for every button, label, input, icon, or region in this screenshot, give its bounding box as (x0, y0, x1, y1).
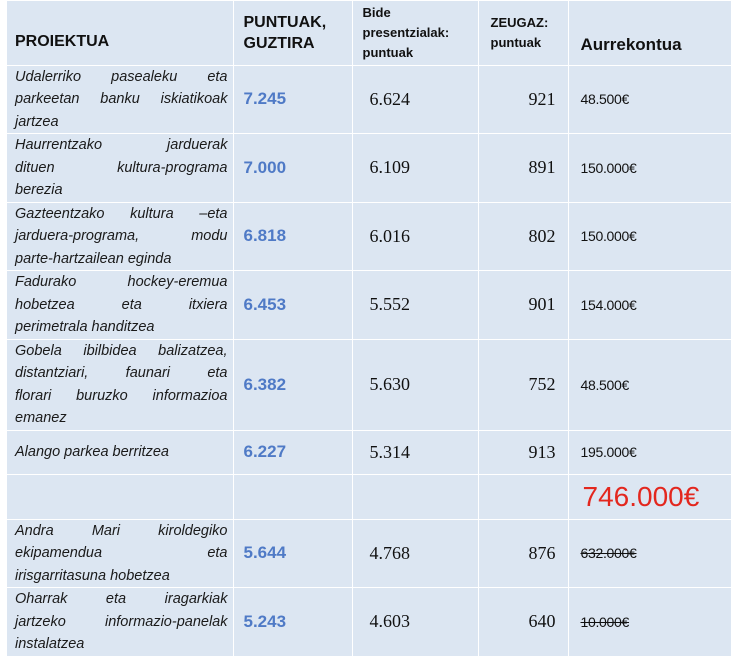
header-in-person-points: Bide presentzialak: puntuak (352, 1, 478, 65)
grand-total-budget: 746.000€ (568, 474, 731, 519)
project-name (7, 430, 233, 474)
zeugaz-points: 752 (478, 339, 568, 430)
project-name-line: parkeetan banku iskiatikoak (15, 91, 228, 107)
project-name-line: emanez (15, 410, 67, 426)
project-name-line: hobetzea eta itxiera (15, 296, 228, 313)
project-name (7, 202, 233, 271)
in-person-points: 5.314 (352, 430, 478, 474)
budget-value: 150.000€ (568, 202, 731, 271)
header-total-points: PUNTUAK, GUZTIRA (233, 1, 352, 65)
header-row (7, 1, 731, 65)
project-name-line: florari buruzko informazioa (15, 387, 228, 404)
in-person-points: 5.630 (352, 339, 478, 430)
project-name-line: distantziari, faunari eta (15, 365, 228, 381)
table-row (7, 202, 731, 271)
project-name-line: Andra Mari kiroldegiko (15, 522, 228, 539)
project-name-line: ekipamendua eta (15, 545, 228, 561)
project-name (7, 271, 233, 340)
table-row (7, 519, 731, 588)
in-person-points: 4.768 (352, 519, 478, 588)
in-person-points: 6.109 (352, 134, 478, 203)
project-name-line: Alango parkea berritzea (15, 443, 169, 460)
project-name-line: jartzeko informazio-panelak (15, 613, 228, 630)
total-points: 6.453 (233, 271, 352, 340)
in-person-points: 6.016 (352, 202, 478, 271)
zeugaz-points: 891 (478, 134, 568, 203)
project-name-line: parte-hartzailean eginda (15, 250, 172, 267)
project-name-line: berezia (15, 182, 63, 198)
grand-total-row (7, 474, 731, 519)
project-name-line: Gobela ibilbidea balizatzea, (15, 342, 228, 359)
empty-cell (7, 474, 233, 519)
table-row (7, 339, 731, 430)
budget-value: 632.000€ (568, 519, 731, 588)
budget-value: 48.500€ (568, 339, 731, 430)
in-person-points: 6.624 (352, 65, 478, 134)
project-name (7, 519, 233, 588)
table-row (7, 430, 731, 474)
budget-value: 150.000€ (568, 134, 731, 203)
header-budget: Aurrekontua (568, 1, 731, 65)
budget-value: 195.000€ (568, 430, 731, 474)
total-points: 6.227 (233, 430, 352, 474)
table-row (7, 65, 731, 134)
zeugaz-points: 901 (478, 271, 568, 340)
table-row (7, 134, 731, 203)
empty-cell (233, 474, 352, 519)
table-row (7, 271, 731, 340)
project-name-line: instalatzea (15, 636, 85, 652)
project-name-line: Oharrak eta iragarkiak (15, 591, 228, 607)
zeugaz-points: 640 (478, 588, 568, 657)
table-body (7, 65, 731, 656)
total-points: 5.644 (233, 519, 352, 588)
total-points: 6.382 (233, 339, 352, 430)
project-name (7, 339, 233, 430)
header-project: PROIEKTUA (7, 1, 233, 65)
zeugaz-points: 802 (478, 202, 568, 271)
zeugaz-points: 921 (478, 65, 568, 134)
budget-value: 154.000€ (568, 271, 731, 340)
total-points: 6.818 (233, 202, 352, 271)
total-points: 5.243 (233, 588, 352, 657)
project-name-line: jartzea (15, 113, 59, 130)
project-name-line: irisgarritasuna hobetzea (15, 567, 170, 584)
project-name-line: jarduera-programa, modu (15, 228, 228, 244)
project-name (7, 588, 233, 657)
budget-value: 10.000€ (568, 588, 731, 657)
project-name (7, 134, 233, 203)
projects-table (7, 1, 731, 657)
in-person-points: 5.552 (352, 271, 478, 340)
budget-value: 48.500€ (568, 65, 731, 134)
table-row (7, 588, 731, 657)
project-name-line: Gazteentzako kultura –eta (15, 205, 228, 222)
project-name-line: Udalerriko pasealeku eta (15, 68, 228, 85)
in-person-points: 4.603 (352, 588, 478, 657)
project-name-line: dituen kultura-programa (15, 159, 228, 176)
project-name (7, 65, 233, 134)
zeugaz-points: 876 (478, 519, 568, 588)
project-name-line: Haurrentzako jarduerak (15, 137, 228, 153)
header-zeugaz-points: ZEUGAZ: puntuak (478, 1, 568, 65)
total-points: 7.245 (233, 65, 352, 134)
project-name-line: Fadurako hockey-eremua (15, 274, 228, 290)
empty-cell (478, 474, 568, 519)
zeugaz-points: 913 (478, 430, 568, 474)
project-name-line: perimetrala handitzea (15, 319, 155, 335)
empty-cell (352, 474, 478, 519)
total-points: 7.000 (233, 134, 352, 203)
